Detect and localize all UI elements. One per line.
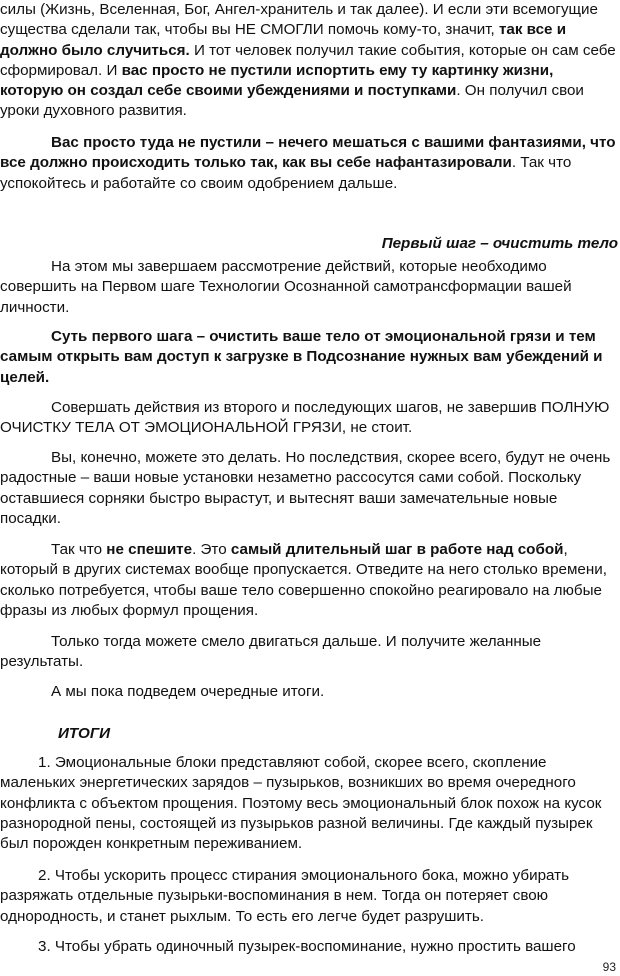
text-run: . Так что успокойтесь и работайте со своим одобрением дальше. <box>0 154 572 192</box>
section-heading-first-step: Первый шаг – очистить тело <box>381 235 618 252</box>
page-number: 93 <box>602 960 616 974</box>
paragraph-text: На этом мы завершаем рассмотрение действий, которые необходимо совершить на Первом шаге Технологии Осознанной самотрансформации вашей личности. <box>0 258 572 316</box>
bold-run: не спешите <box>106 541 193 558</box>
paragraph-6 <box>0 448 620 529</box>
text-run: Так что <box>51 541 107 558</box>
paragraph-3 <box>0 257 620 318</box>
text-run: силы (Жизнь, Вселенная, Бог, Ангел-хранитель и так далее). И если эти всемогущие существа сделали так, чтобы вы НЕ СМОГЛИ помочь кому-то, значит, <box>0 1 598 39</box>
paragraph-4 <box>0 327 620 388</box>
paragraph-text: Только тогда можете смело двигаться дальше. И получите желанные результаты. <box>0 633 542 671</box>
paragraph-text: 1. Эмоциональные блоки представляют собой, скорее всего, скопление маленьких энергетических зарядов – пузырьков, возникших во время очередного конфликта с объектом прощения. Поэтому весь эмоциональный блок похож на кусок разнородной пены, состоящей из пузырьков разной величины. Где каждый пузырек был порожден конкретным переживанием. <box>0 754 602 853</box>
text-run: . Это <box>192 541 231 558</box>
paragraph-text: Вы, конечно, можете это делать. Но последствия, скорее всего, будут не очень радостные – ваши новые установки незаметно рассосутся сами собой. Поскольку оставшиеся сорняки быстро вырастут, и вытеснят ваши замечательные новые посадки. <box>0 449 611 527</box>
summary-item-2 <box>0 866 620 927</box>
paragraph-text: Суть первого шага – очистить ваше тело от эмоциональной грязи и тем самым открыть вам доступ к загрузке в Подсознание нужных вам убеждений и целей. <box>0 328 603 386</box>
bold-run: вас просто не пустили испортить ему ту картинку жизни, которую он создал себе своими убеждениями и поступками <box>0 61 554 100</box>
paragraph-text: Совершать действия из второго и последующих шагов, не завершив ПОЛНУЮ ОЧИСТКУ ТЕЛА ОТ ЭМОЦИОНАЛЬНОЙ ГРЯЗИ, не стоит. <box>0 399 610 437</box>
paragraph-text: 2. Чтобы ускорить процесс стирания эмоционального бока, можно убирать разряжать отдельные пузырьки-воспоминания в нем. Тогда он потеряет свою однородность, и станет рыхлым. То есть его легче будет разрушить. <box>0 867 570 925</box>
text-run: . Он получил свои уроки духовного развития. <box>0 82 584 120</box>
paragraph-text: А мы пока подведем очередные итоги. <box>51 683 325 700</box>
paragraph-7 <box>0 540 620 621</box>
bold-run: Вас просто туда не пустили – нечего мешаться с вашими фантазиями, что все должно происходить только так, как вы себе нафантазировали <box>0 134 616 172</box>
paragraph-5 <box>0 398 620 439</box>
summary-item-3 <box>0 937 620 957</box>
paragraph-text: 3. Чтобы убрать одиночный пузырек-воспоминание, нужно простить вашего <box>38 938 576 955</box>
text-run: И тот человек получил такие события, которые он сам себе сформировал. И <box>0 41 616 79</box>
paragraph-text <box>0 133 620 194</box>
paragraph-8 <box>0 632 620 673</box>
paragraph-9 <box>0 682 620 702</box>
paragraph-text <box>0 540 620 621</box>
paragraph-2 <box>0 133 620 194</box>
summary-item-1 <box>0 753 620 854</box>
text-run: , который в других системах вообще пропускается. Отведите на него столько времени, сколько потребуется, чтобы ваше тело совершенно спокойно реагировало на любые фразы из любых формул прощения. <box>0 541 607 619</box>
section-heading-itogi: ИТОГИ <box>58 725 111 742</box>
paragraph-1 <box>0 0 620 122</box>
bold-run: самый длительный шаг в работе над собой <box>230 541 564 558</box>
bold-run: так все и должно было случиться. <box>0 21 567 59</box>
paragraph-text <box>0 0 620 122</box>
